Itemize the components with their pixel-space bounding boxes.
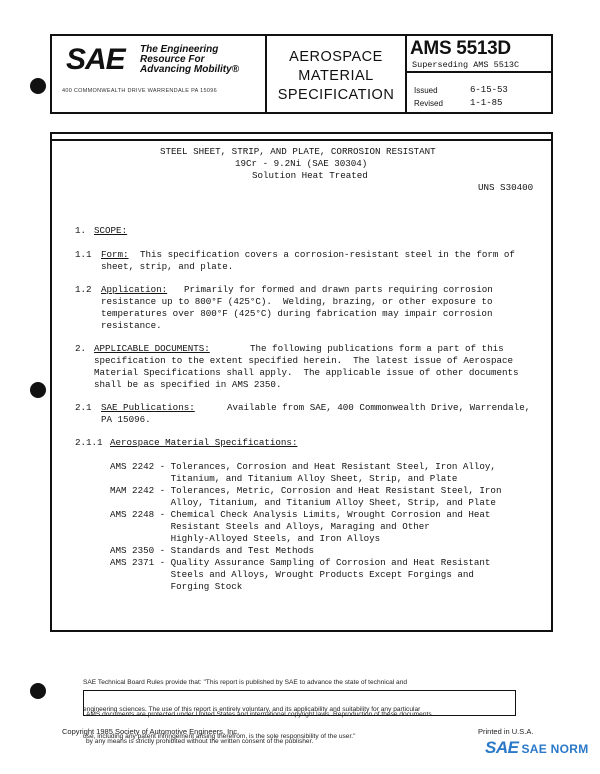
doc-title-line3: Solution Heat Treated [252,170,368,181]
revised-date: 1-1-85 [470,98,503,108]
sae-norm-watermark: SAE SAE NORM [485,738,589,757]
paragraph-line: resistance. [101,320,162,331]
section-number: 1.1 [75,249,92,260]
section-number: 1. [75,225,87,236]
copyright-notice: AMS documents are protected under United States and international copyright laws. Reproduction of these documents by any means is strictly prohibited without the written consent of the publisher. [86,711,432,745]
uns-number: UNS S30400 [478,182,534,193]
section-heading-sae-publications: SAE Publications: [101,402,195,413]
reference-line: Alloy, Titanium, and Titanium Alloy Sheet, Strip, and Plate [110,497,496,508]
copyright-line: Copyright 1985 Society of Automotive Engineers, Inc. [62,727,240,736]
paragraph-line: resistance up to 800°F (425°C). Welding, brazing, or other exposure to [101,296,493,307]
reference-line: Forging Stock [110,581,243,592]
section-heading-applicable-documents: APPLICABLE DOCUMENTS: [94,343,210,354]
section-heading-form: Form: [101,249,129,260]
punch-hole-middle [30,382,46,398]
reference-line: MAM 2242 - Tolerances, Metric, Corrosion and Heat Resistant Steel, Iron [110,485,502,496]
punch-hole-top [30,78,46,94]
section-number: 2.1.1 [75,437,103,448]
paragraph-line: The following publications form a part of this [250,343,504,354]
doc-title-line2: 19Cr - 9.2Ni (SAE 30304) [235,158,368,169]
paragraph-line: Available from SAE, 400 Commonwealth Drive, Warrendale, [227,402,531,413]
document-header [50,34,553,114]
body-top-rule [50,139,553,141]
doc-title-line1: STEEL SHEET, STRIP, AND PLATE, CORROSION RESISTANT [160,146,436,157]
section-number: 2. [75,343,87,354]
section-heading-ams-list: Aerospace Material Specifications: [110,437,298,448]
reference-line: AMS 2248 - Chemical Check Analysis Limits, Wrought Corrosion and Heat [110,509,491,520]
printed-in: Printed in U.S.A. [478,727,534,736]
section-heading-application: Application: [101,284,168,295]
header-divider [265,36,267,112]
issued-date: 6-15-53 [470,85,508,95]
ams-rule [407,71,553,73]
reference-line: AMS 2371 - Quality Assurance Sampling of Corrosion and Heat Resistant [110,557,491,568]
section-number: 2.1 [75,402,92,413]
reference-line: Highly-Alloyed Steels, and Iron Alloys [110,533,381,544]
punch-hole-bottom [30,683,46,699]
board-rules-note: SAE Technical Board Rules provide that: "This report is published by SAE to advance the state of technical and engineering sciences. The use of this report is entirely voluntary, and its applicability and suitability for any particular use, including any patent infringement arising therefrom, is the sole responsibility of the user." [83,679,421,740]
paragraph-line: This specification covers a corrosion-resistant steel in the form of [140,249,515,260]
section-heading-scope: SCOPE: [94,225,128,236]
section-number: 1.2 [75,284,92,295]
paragraph-line: specification to the extent specified herein. The latest issue of Aerospace [94,355,514,366]
reference-line: Titanium, and Titanium Alloy Sheet, Strip, and Plate [110,473,458,484]
paragraph-line: PA 15096. [101,414,151,425]
ams-number: AMS 5513D [410,38,511,59]
reference-line: AMS 2350 - Standards and Test Methods [110,545,314,556]
reference-line: Resistant Steels and Alloys, Maraging and Other [110,521,430,532]
reference-line: Steels and Alloys, Wrought Products Except Forgings and [110,569,474,580]
paragraph-line: shall be as specified in AMS 2350. [94,379,282,390]
paragraph-line: sheet, strip, and plate. [101,261,234,272]
sae-logo: SAE [66,43,125,76]
paragraph-line: Primarily for formed and drawn parts requiring corrosion [184,284,493,295]
issued-label: Issued [414,86,438,95]
spec-type-title: AEROSPACE MATERIAL SPECIFICATION [277,49,395,103]
sae-address: 400 COMMONWEALTH DRIVE WARRENDALE PA 15096 [62,88,217,94]
superseding-note: Superseding AMS 5513C [412,60,520,70]
paragraph-line: temperatures over 800°F (425°C) during fabrication may impair corrosion [101,308,493,319]
reference-line: AMS 2242 - Tolerances, Corrosion and Heat Resistant Steel, Iron Alloy, [110,461,496,472]
sae-tagline: The Engineering Resource For Advancing Mobility® [140,44,240,75]
revised-label: Revised [414,99,443,108]
header-divider [405,36,407,112]
paragraph-line: Material Specifications shall apply. The applicable issue of other documents [94,367,519,378]
